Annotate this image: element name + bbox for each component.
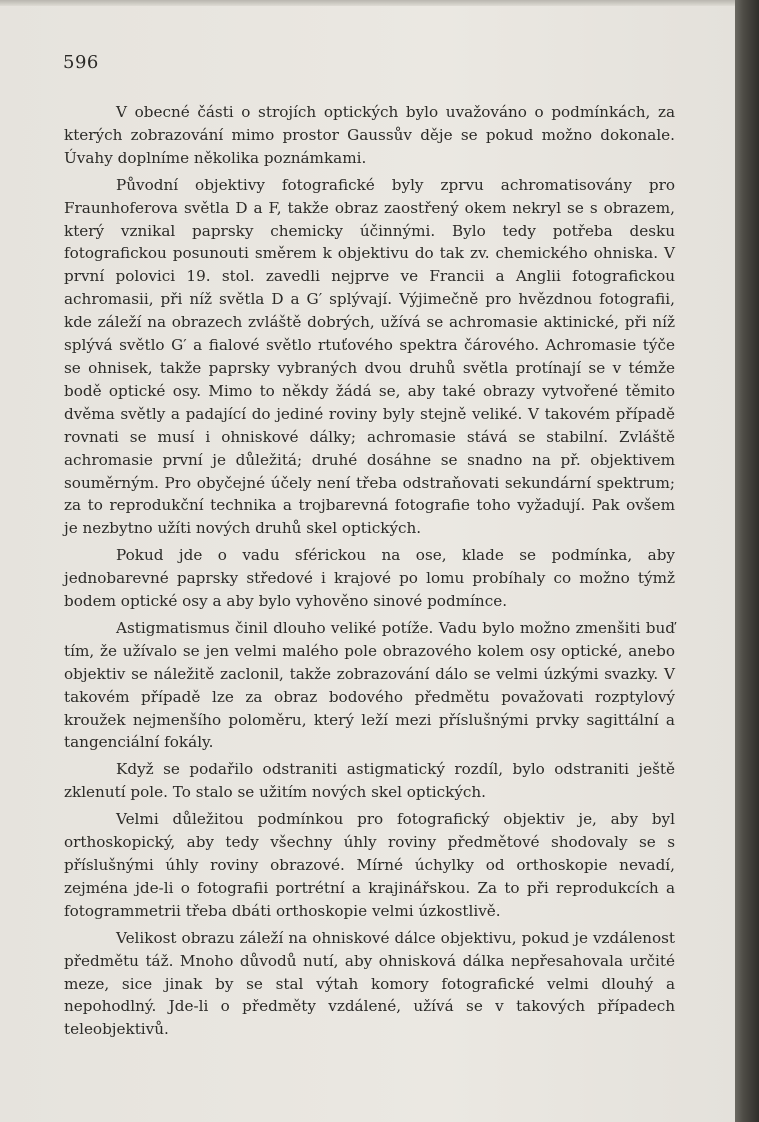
paragraph-orthoscopy: Velmi důležitou podmínkou pro fotografický objektiv je, aby byl orthoskopický, aby tedy všechny úhly roviny předmětové shodovaly se s příslušnými úhly roviny obrazové. Mírné úchylky od orthoskopie nevadí, zejména jde-li o fotografii portrétní a krajinářskou. Za to při reprodukcích a fotogrammetrii třeba dbáti orthoskopie velmi úzkostlivě. <box>64 810 675 920</box>
body-text <box>64 101 675 1041</box>
paragraph-spherical-aberration: Pokud jde o vadu sférickou na ose, klade se podmínka, aby jednobarevné paprsky středové i krajové po lomu probíhaly co možno týmž bodem optické osy a aby bylo vyhověno sinové podmínce. <box>64 546 675 611</box>
paragraph-achromasia: Původní objektivy fotografické byly zprvu achromatisovány pro Fraunhoferova světla D a F, takže obraz zaostřený okem nekryl se s obrazem, který vznikal paprsky chemicky účinnými. Bylo tedy potřeba desku fotografickou posunouti směrem k objektivu do tak zv. chemického ohniska. V první polovici 19. stol. zavedli nejprve ve Francii a Anglii fotografickou achromasii, při níž světla D a G′ splývají. Výjimečně pro hvězdnou fotografii, kde záleží na obrazech zvláště dobrých, užívá se achromasie aktinické, při níž splývá světlo G′ a fialové světlo rtuťového spektra čárového. Achromasie týče se ohnisek, takže paprsky vybraných dvou druhů světla protínají se v témže bodě optické osy. Mimo to někdy žádá se, aby také obrazy vytvořené těmito dvěma světly a padající do jediné roviny byly stejně veliké. V takovém případě rovnati se musí i ohniskové dálky; achromasie stává se stabilní. Zvláště achromasie první je důležitá; druhé dosáhne se snadno na př. objektivem souměrným. Pro obyčejné účely není třeba odstraňovati sekundární spektrum; za to reprodukční technika a trojbarevná fotografie toho vyžadují. Pak ovšem je nezbytno užíti nových druhů skel optických. <box>64 175 675 538</box>
paragraph-image-size: Velikost obrazu záleží na ohniskové dálce objektivu, pokud je vzdálenost předmětu táž. Mnoho důvodů nutí, aby ohnisková dálka nepřesahovala určité meze, sice jinak by se stal výtah komory fotografické velmi dlouhý a nepohodlný. Jde-li o předměty vzdálené, užívá se v takových případech teleobjektivů. <box>64 928 675 1039</box>
book-binding-edge <box>735 0 759 1122</box>
paragraph-astigmatism: Astigmatismus činil dlouho veliké potíže. Vadu bylo možno zmenšiti buď tím, že užívalo se jen velmi malého pole obrazového kolem osy optické, anebo objektiv se náležitě zaclonil, takže zobrazování dálo se velmi úzkými svazky. V takovém případě lze za obraz bodového předmětu považovati rozptylový kroužek nejmenšího poloměru, který leží mezi příslušnými prvky sagittální a tangenciální fokály. <box>64 618 675 752</box>
paragraph-field-curvature: Když se podařilo odstraniti astigmatický rozdíl, bylo odstraniti ještě zklenutí pole. To stalo se užitím nových skel optických. <box>64 760 675 802</box>
paragraph-intro: V obecné části o strojích optických bylo uvažováno o podmínkách, za kterých zobrazování mimo prostor Gaussův děje se pokud možno dokonale. Úvahy doplníme několika poznámkami. <box>64 103 675 167</box>
page-number: 596 <box>63 52 99 73</box>
page-top-shadow <box>0 0 735 6</box>
